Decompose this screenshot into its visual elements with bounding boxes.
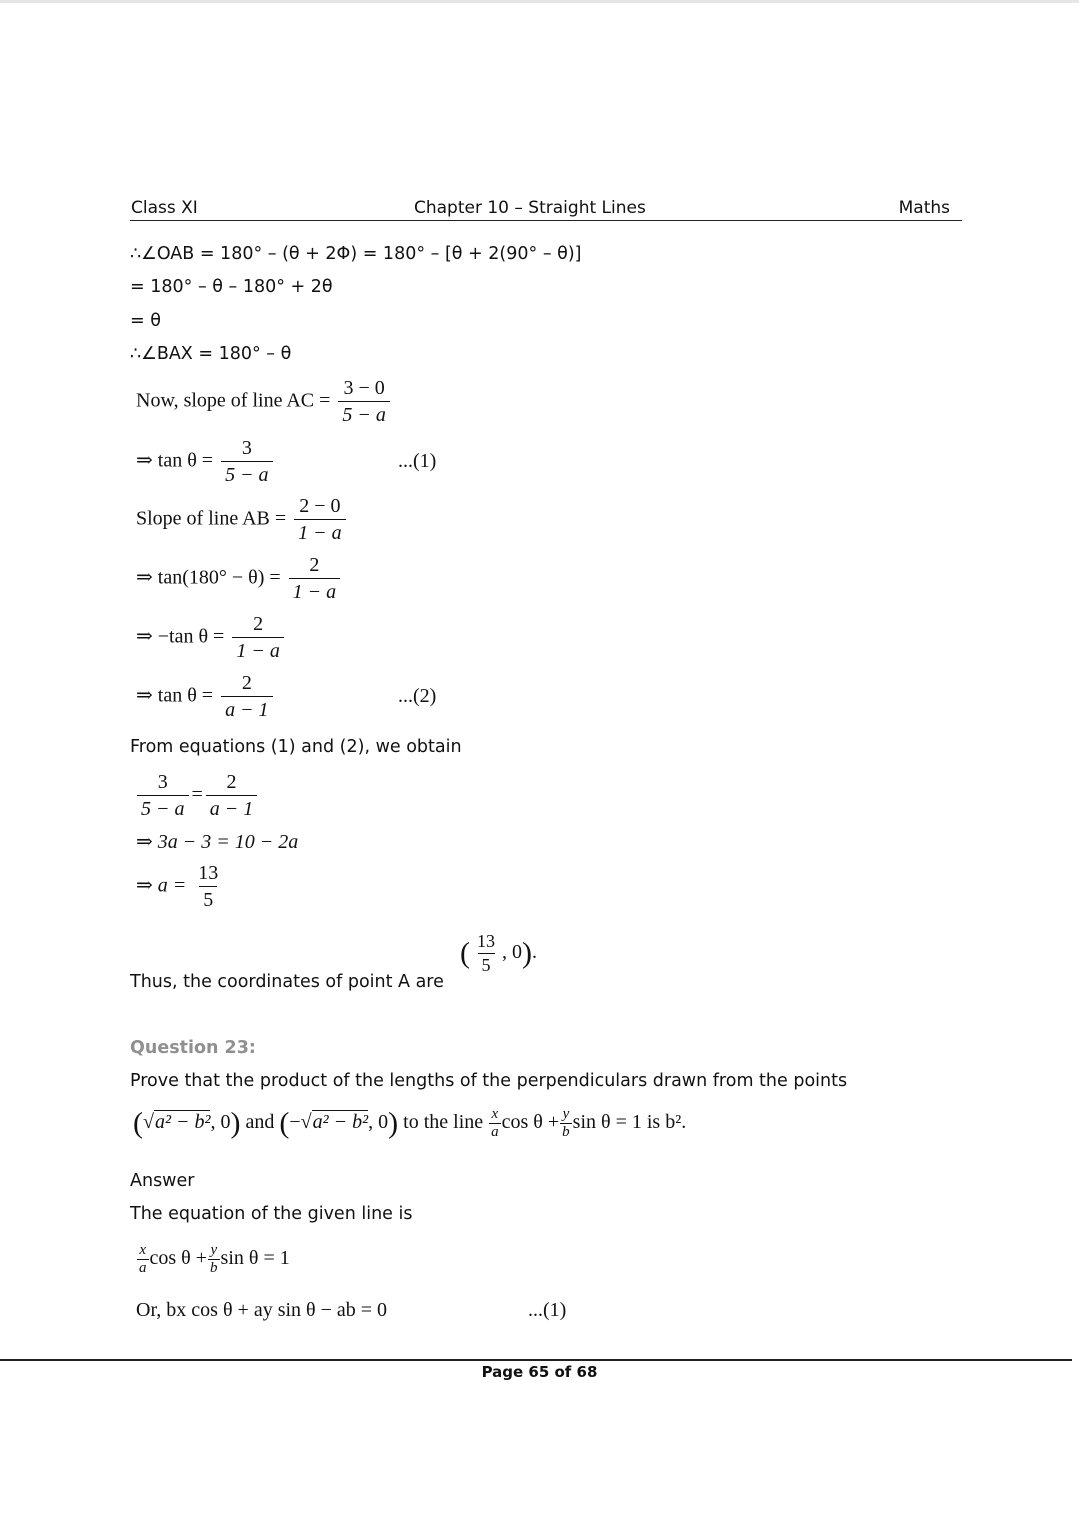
point-a-coordinates (460, 930, 537, 977)
angle-oab-line: ∴∠OAB = 180° – (θ + 2Φ) = 180° – [θ + 2(90° – θ)] (130, 244, 582, 264)
q-sin: sin θ (572, 1110, 611, 1133)
a-value-equation (136, 861, 225, 913)
eq1-numerator: 3 (241, 437, 252, 459)
equation-1-tag: ...(1) (398, 450, 437, 472)
top-border (0, 0, 1079, 3)
header-class: Class XI (131, 198, 198, 218)
ans-cos: cos θ + (149, 1246, 208, 1269)
coordinates-text: Thus, the coordinates of point A are (130, 972, 444, 992)
eq2-numerator: 2 (241, 672, 252, 694)
negtan-lhs: ⇒ −tan θ = (136, 625, 225, 648)
q-cos: cos θ + (501, 1110, 560, 1133)
q-result: = 1 is b². (615, 1110, 687, 1133)
tan180-numerator: 2 (309, 554, 320, 576)
or-equation-tag: ...(1) (528, 1299, 567, 1321)
open-paren-icon: ( (279, 1106, 290, 1140)
ratio-denominator-2: a − 1 (206, 795, 258, 822)
equation-2-tag: ...(2) (398, 685, 437, 707)
ratio-denominator-1: 5 − a (137, 795, 189, 822)
to-the-line-text: to the line (403, 1110, 484, 1133)
point-numerator: 13 (477, 931, 495, 951)
page-header (130, 198, 962, 221)
simplify-line: = 180° – θ – 180° + 2θ (130, 277, 333, 297)
negtan-numerator: 2 (253, 613, 264, 635)
ans-a: a (139, 1259, 147, 1276)
ratio-numerator-1: 3 (157, 771, 168, 793)
or-equation: Or, bx cos θ + ay sin θ − ab = 0 (136, 1299, 388, 1321)
theta-line: = θ (130, 311, 161, 331)
question-text: Prove that the product of the lengths of the perpendiculars drawn from the points (130, 1071, 848, 1091)
slope-ab-numerator: 2 − 0 (299, 495, 341, 517)
slope-ac-denominator: 5 − a (338, 401, 390, 428)
tan180-lhs: ⇒ tan(180° − θ) = (136, 566, 281, 589)
ans-x: x (139, 1242, 147, 1258)
negtan-denominator: 1 − a (232, 637, 284, 664)
given-line-text: The equation of the given line is (130, 1204, 413, 1224)
close-paren-icon: ) (522, 936, 532, 970)
ans-y: y (210, 1242, 218, 1258)
open-paren-icon: ( (133, 1106, 143, 1140)
header-subject: Maths (898, 198, 950, 218)
page-number: Page 65 of 68 (481, 1363, 598, 1381)
q-y: y (562, 1106, 570, 1122)
q-a: a (491, 1123, 499, 1140)
ratio-equals: = (191, 783, 203, 806)
close-paren-icon: ) (388, 1106, 399, 1140)
eq2-denominator: a − 1 (221, 696, 273, 723)
slope-ac-text: Now, slope of line AC = (136, 389, 331, 412)
a-denominator: 5 (199, 886, 217, 913)
equation-2 (136, 671, 276, 723)
a-numerator: 13 (198, 862, 219, 884)
from-equations-text: From equations (1) and (2), we obtain (130, 737, 462, 757)
ratio-equation (134, 770, 260, 822)
q-b: b (562, 1123, 570, 1140)
given-line-equation (136, 1242, 290, 1277)
sqrt-body-1: a² − b² (154, 1110, 211, 1133)
slope-ab-text: Slope of line AB = (136, 507, 287, 530)
tan-180-equation (136, 553, 343, 605)
eq1-denominator: 5 − a (221, 461, 273, 488)
slope-ac-equation (136, 376, 393, 428)
eq1-lhs: ⇒ tan θ = (136, 449, 214, 472)
minus-sign: − (289, 1110, 301, 1133)
ratio-numerator-2: 2 (226, 771, 237, 793)
a-lhs: ⇒ a = (136, 874, 187, 897)
answer-label: Answer (130, 1171, 195, 1191)
angle-bax-line: ∴∠BAX = 180° – θ (130, 344, 292, 364)
neg-tan-equation (136, 612, 287, 664)
close-paren-icon: ) (230, 1106, 241, 1140)
q-x: x (491, 1106, 499, 1122)
slope-ab-denominator: 1 − a (294, 519, 346, 546)
slope-ab-equation (136, 494, 349, 546)
ans-sin: sin θ = 1 (220, 1246, 290, 1269)
sqrt-icon: √ (300, 1110, 312, 1133)
question-math-line (133, 1106, 686, 1141)
sqrt-body-2: a² − b² (312, 1110, 369, 1133)
tan180-denominator: 1 − a (289, 578, 341, 605)
footer-rule (0, 1359, 1072, 1361)
and-text: and (245, 1110, 275, 1133)
ans-b: b (210, 1259, 218, 1276)
point1-y: , 0 (210, 1110, 231, 1133)
open-paren-icon: ( (460, 936, 470, 970)
header-chapter: Chapter 10 – Straight Lines (414, 198, 646, 218)
equation-1 (136, 436, 276, 488)
point-y: , 0 (502, 941, 522, 964)
question-heading: Question 23: (130, 1038, 256, 1058)
linear-equation: ⇒ 3a − 3 = 10 − 2a (136, 831, 299, 853)
eq2-lhs: ⇒ tan θ = (136, 684, 214, 707)
point-period: . (532, 941, 537, 964)
slope-ac-numerator: 3 − 0 (343, 377, 385, 399)
point2-y: , 0 (368, 1110, 389, 1133)
sqrt-icon: √ (143, 1110, 154, 1133)
point-denominator: 5 (478, 953, 495, 977)
